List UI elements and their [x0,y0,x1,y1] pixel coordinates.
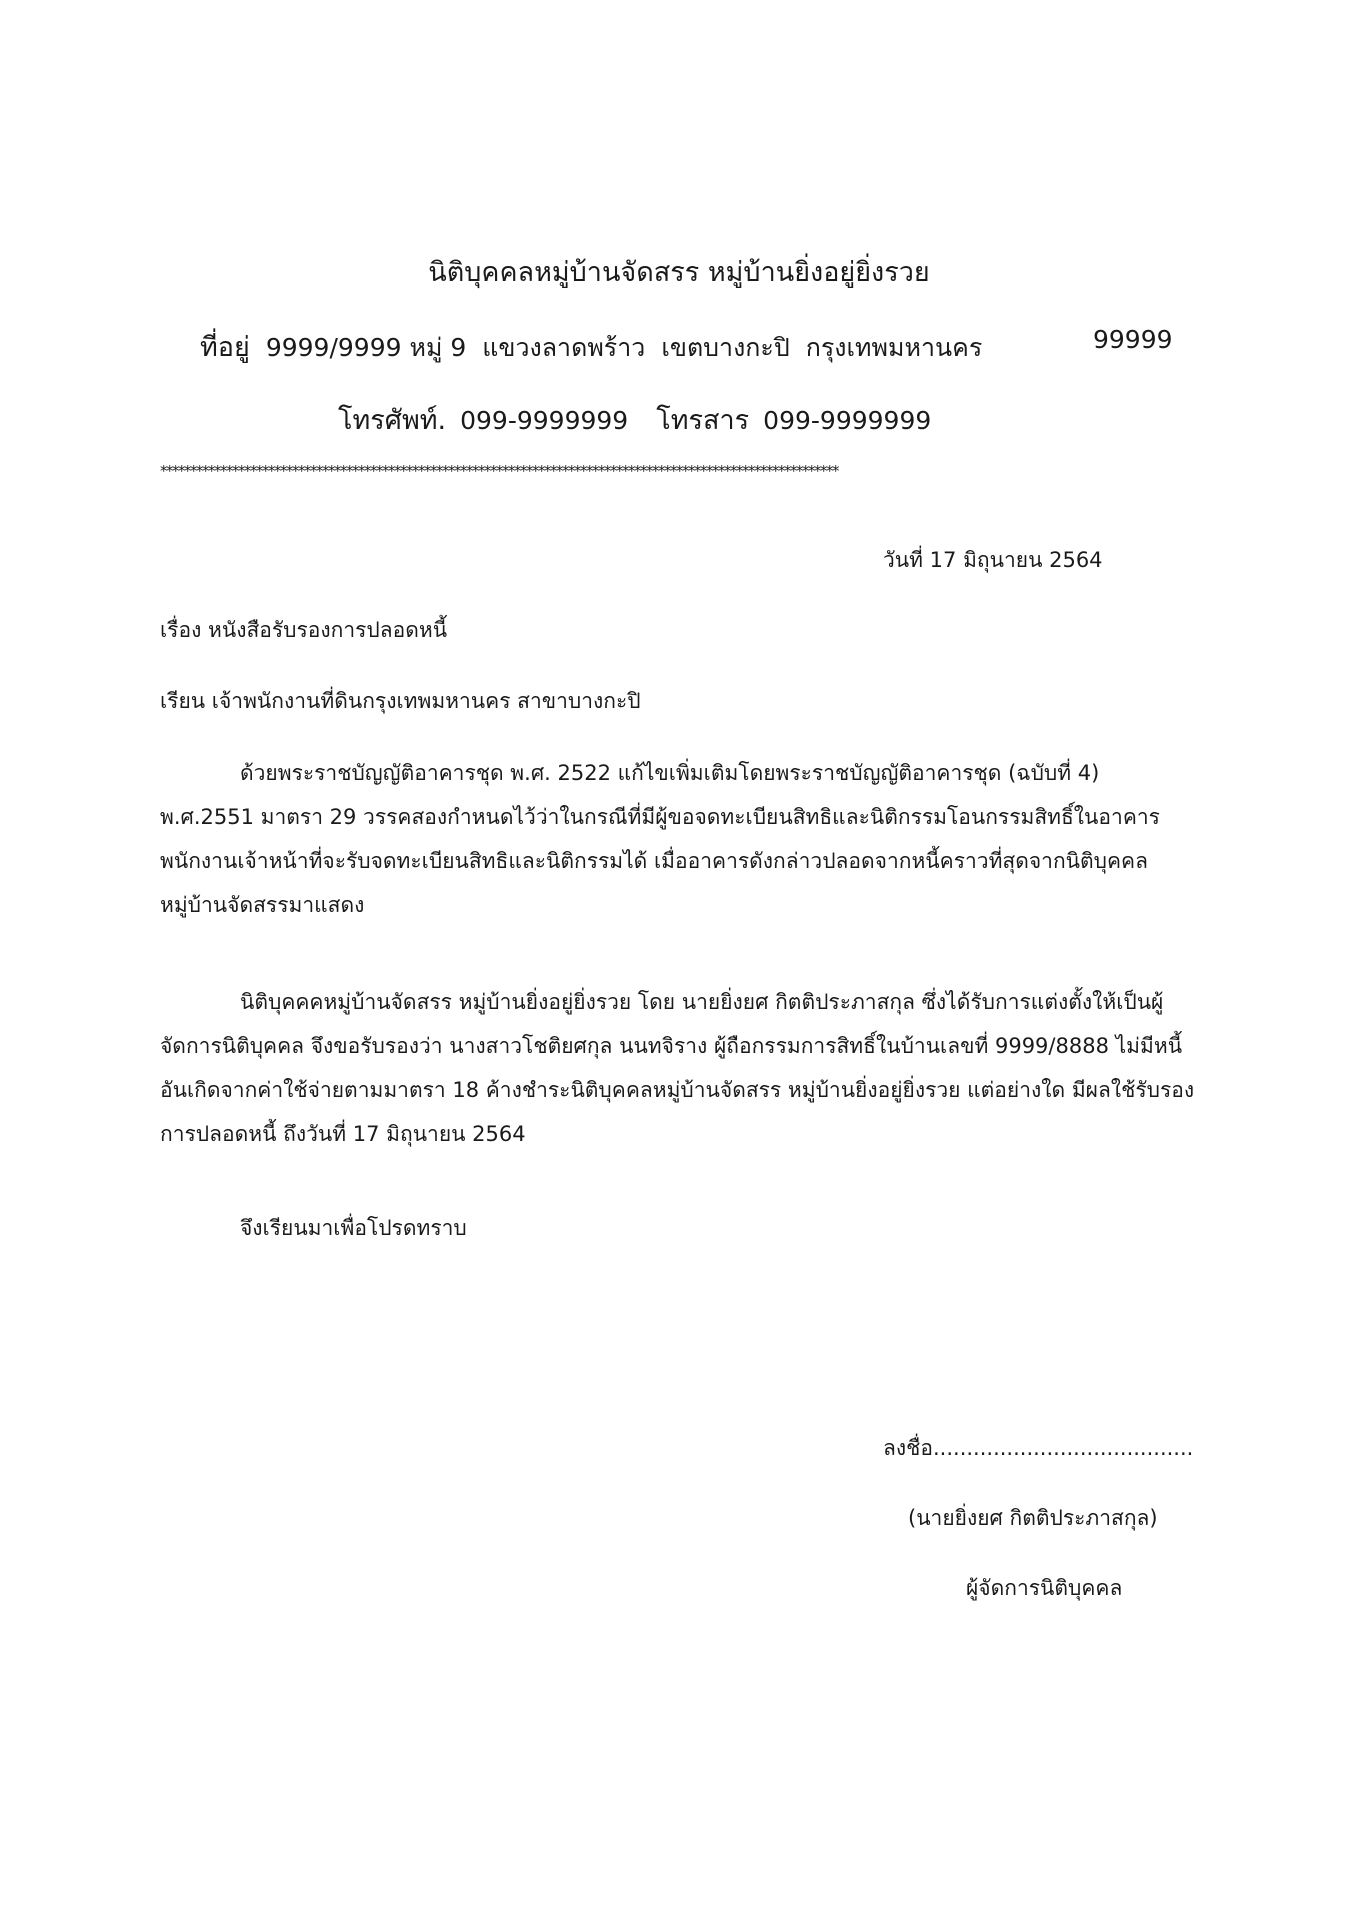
address-line [200,325,1173,368]
fax-value: 099-9999999 [763,406,932,435]
body-paragraph-2 [160,980,1195,1156]
phone-label: โทรศัพท์. [338,405,447,436]
letter-closing: จึงเรียนมาเพื่อโปรดทราบ [240,1216,467,1240]
letter-subject: เรื่อง หนังสือรับรองการปลอดหนี้ [160,618,448,642]
address-label: ที่อยู่ [200,332,250,363]
asterisk-divider: ***************************************************************************************************************** [160,462,838,480]
postal-code: 99999 [1093,325,1173,354]
address-area: เขตบางกะปิ [661,333,790,362]
address-value: 9999/9999 หมู่ 9 [265,333,467,362]
fax-label: โทรสาร [656,405,750,436]
address-district: แขวงลาดพร้าว [482,333,646,362]
contact-line [338,398,931,441]
phone-value: 099-9999999 [460,406,629,435]
letter-salutation: เรียน เจ้าพนักงานที่ดินกรุงเทพมหานคร สาขาบางกะปิ [160,689,641,713]
signer-name: (นายยิ่งยศ กิตติประภาสกุล) [908,1506,1158,1530]
letter-date: วันที่ 17 มิถุนายน 2564 [883,548,1103,572]
body-paragraph-2-text: นิติบุคคคหมู่บ้านจัดสรร หมู่บ้านยิ่งอยู่ยิ่งรวย โดย นายยิ่งยศ กิตติประภาสกุล ซึ่งได้รับการแต่งตั้งให้เป็นผู้จัดการนิติบุคคล จึงขอรับรองว่า นางสาวโชติยศกุล นนทจิราง ผู้ถือกรรมการสิทธิ์ในบ้านเลขที่ 9999/8888 ไม่มีหนี้อันเกิดจากค่าใช้จ่ายตามมาตรา 18 ค้างชำระนิติบุคคลหมู่บ้านจัดสรร หมู่บ้านยิ่งอยู่ยิ่งรวย แต่อย่างใด มีผลใช้รับรองการปลอดหนี้ ถึงวันที่ 17 มิถุนายน 2564 [160,990,1195,1146]
signature-line: ลงชื่อ....................................... [883,1436,1194,1460]
body-paragraph-1-text: ด้วยพระราชบัญญัติอาคารชุด พ.ศ. 2522 แก้ไขเพิ่มเติมโดยพระราชบัญญัติอาคารชุด (ฉบับที่ 4) พ.ศ.2551 มาตรา 29 วรรคสองกำหนดไว้ว่าในกรณีที่มีผู้ขอจดทะเบียนสิทธิและนิติกรรมโอนกรรมสิทธิ์ในอาคาร พนักงานเจ้าหน้าที่จะรับจดทะเบียนสิทธิและนิติกรรมได้ เมื่ออาคารดังกล่าวปลอดจากหนี้คราวที่สุดจากนิติบุคคลหมู่บ้านจัดสรรมาแสดง [160,761,1160,917]
organization-title: นิติบุคคลหมู่บ้านจัดสรร หมู่บ้านยิ่งอยู่ยิ่งรวย [428,257,930,288]
address-province: กรุงเทพมหานคร [805,333,983,362]
signer-position: ผู้จัดการนิติบุคคล [966,1576,1123,1600]
body-paragraph-1 [160,751,1195,927]
